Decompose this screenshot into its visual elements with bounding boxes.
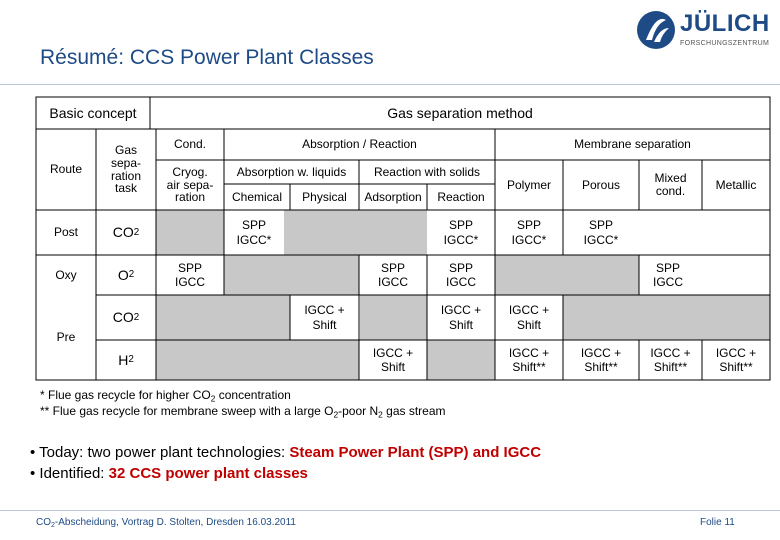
summary-bullets — [30, 442, 541, 484]
task-o2 — [96, 255, 156, 295]
slide-title: Résumé: CCS Power Plant Classes — [40, 46, 374, 69]
footnote-1-a: * Flue gas recycle for higher CO — [40, 388, 211, 402]
basic-concept-header: Basic concept — [49, 104, 137, 121]
oxy-adsorption-cell: SPP IGCC — [378, 260, 408, 289]
task-o2-sub: 2 — [128, 269, 135, 281]
gas-separation-task-header: Gas sepa- ration task — [110, 143, 142, 196]
logo-subtitle: FORSCHUNGSZENTRUM — [680, 40, 770, 47]
adsorption-header: Adsorption — [364, 189, 422, 204]
footnote-2 — [40, 404, 446, 420]
task-co2-pre-base: CO — [112, 309, 134, 326]
bullet-identified-highlight: 32 CCS power plant classes — [108, 465, 308, 482]
h2-polymer-cell: IGCC + Shift** — [508, 345, 550, 374]
oxy-cryog-cell: SPP IGCC — [175, 260, 205, 289]
footer-left-a: CO — [36, 517, 51, 528]
task-co2-pre — [96, 295, 156, 340]
reaction-header: Reaction — [437, 189, 485, 204]
bullet-identified-text: • Identified: — [30, 465, 109, 482]
cryog-air-separation-header: Cryog. air sepa- ration — [166, 165, 214, 205]
task-h2 — [96, 340, 156, 380]
footnote-1-sub: 2 — [210, 393, 216, 404]
mixed-cond-header: Mixed cond. — [654, 171, 687, 198]
chemical-header: Chemical — [231, 189, 282, 204]
membrane-separation-header: Membrane separation — [574, 137, 691, 152]
bullet-today-highlight: Steam Power Plant (SPP) and IGCC — [289, 444, 542, 461]
task-h2-sub: 2 — [128, 354, 134, 366]
logo-name: JÜLICH — [680, 10, 770, 37]
task-co2-post-base: CO — [112, 224, 134, 241]
footnote-2-a: ** Flue gas recycle for membrane sweep with a large O — [40, 404, 334, 418]
logo-mark-icon — [636, 10, 676, 50]
physical-header: Physical — [302, 189, 347, 204]
co2pre-polymer-cell: IGCC + Shift — [508, 303, 550, 332]
h2-mixed-cond-cell: IGCC + Shift** — [650, 345, 691, 374]
task-h2-base: H — [118, 351, 129, 368]
bullet-identified — [30, 463, 541, 484]
footnote-2-c: gas stream — [382, 404, 446, 418]
title-rule — [0, 84, 780, 85]
post-chemical-cell: SPP IGCC* — [236, 218, 272, 247]
bullet-today — [30, 442, 541, 463]
cond-header: Cond. — [173, 137, 207, 152]
task-co2-post — [96, 210, 156, 255]
route-header: Route — [49, 162, 83, 177]
h2-adsorption-cell: IGCC + Shift — [372, 345, 414, 374]
post-polymer-cell: SPP IGCC* — [511, 218, 547, 247]
route-oxy: Oxy — [55, 267, 77, 282]
oxy-reaction-cell: SPP IGCC — [446, 260, 476, 289]
task-co2-pre-sub: 2 — [133, 311, 140, 323]
juelich-logo — [636, 8, 770, 54]
footnote-2-sub-2: 2 — [378, 409, 383, 420]
h2-metallic-cell: IGCC + Shift** — [715, 345, 757, 374]
footer-left-b: -Abscheidung, Vortrag D. Stolten, Dresden 16.03.2011 — [54, 517, 296, 528]
co2pre-reaction-cell: IGCC + Shift — [440, 303, 482, 332]
footnote-1-b: concentration — [215, 388, 291, 402]
metallic-header: Metallic — [715, 177, 757, 192]
absorption-liquids-header: Absorption w. liquids — [236, 164, 347, 179]
absorption-reaction-header: Absorption / Reaction — [302, 137, 417, 152]
footer-rule — [0, 510, 780, 511]
post-reaction-cell: SPP IGCC* — [443, 218, 479, 247]
bullet-today-text: • Today: two power plant technologies: — [30, 444, 290, 461]
footnote-2-b: -poor N — [338, 404, 379, 418]
co2pre-physical-cell: IGCC + Shift — [304, 303, 345, 332]
footer-slide-number: Folie 11 — [700, 517, 735, 528]
h2-porous-cell: IGCC + Shift** — [580, 345, 622, 374]
footnote-1 — [40, 388, 291, 404]
polymer-header: Polymer — [506, 177, 551, 192]
footnote-2-sub-1: 2 — [333, 409, 339, 420]
gas-separation-method-header: Gas separation method — [387, 104, 533, 121]
oxy-mixed-metallic-cell: SPP IGCC — [653, 260, 683, 289]
porous-header: Porous — [581, 177, 621, 192]
task-o2-base: O — [117, 266, 129, 283]
footer-talk-info — [36, 517, 296, 529]
task-co2-post-sub: 2 — [133, 226, 140, 238]
reaction-solids-header: Reaction with solids — [373, 164, 481, 179]
route-post: Post — [53, 225, 78, 240]
footer-left-sub: 2 — [51, 522, 55, 530]
route-pre: Pre — [56, 330, 76, 345]
post-porous-cell: SPP IGCC* — [583, 218, 619, 247]
